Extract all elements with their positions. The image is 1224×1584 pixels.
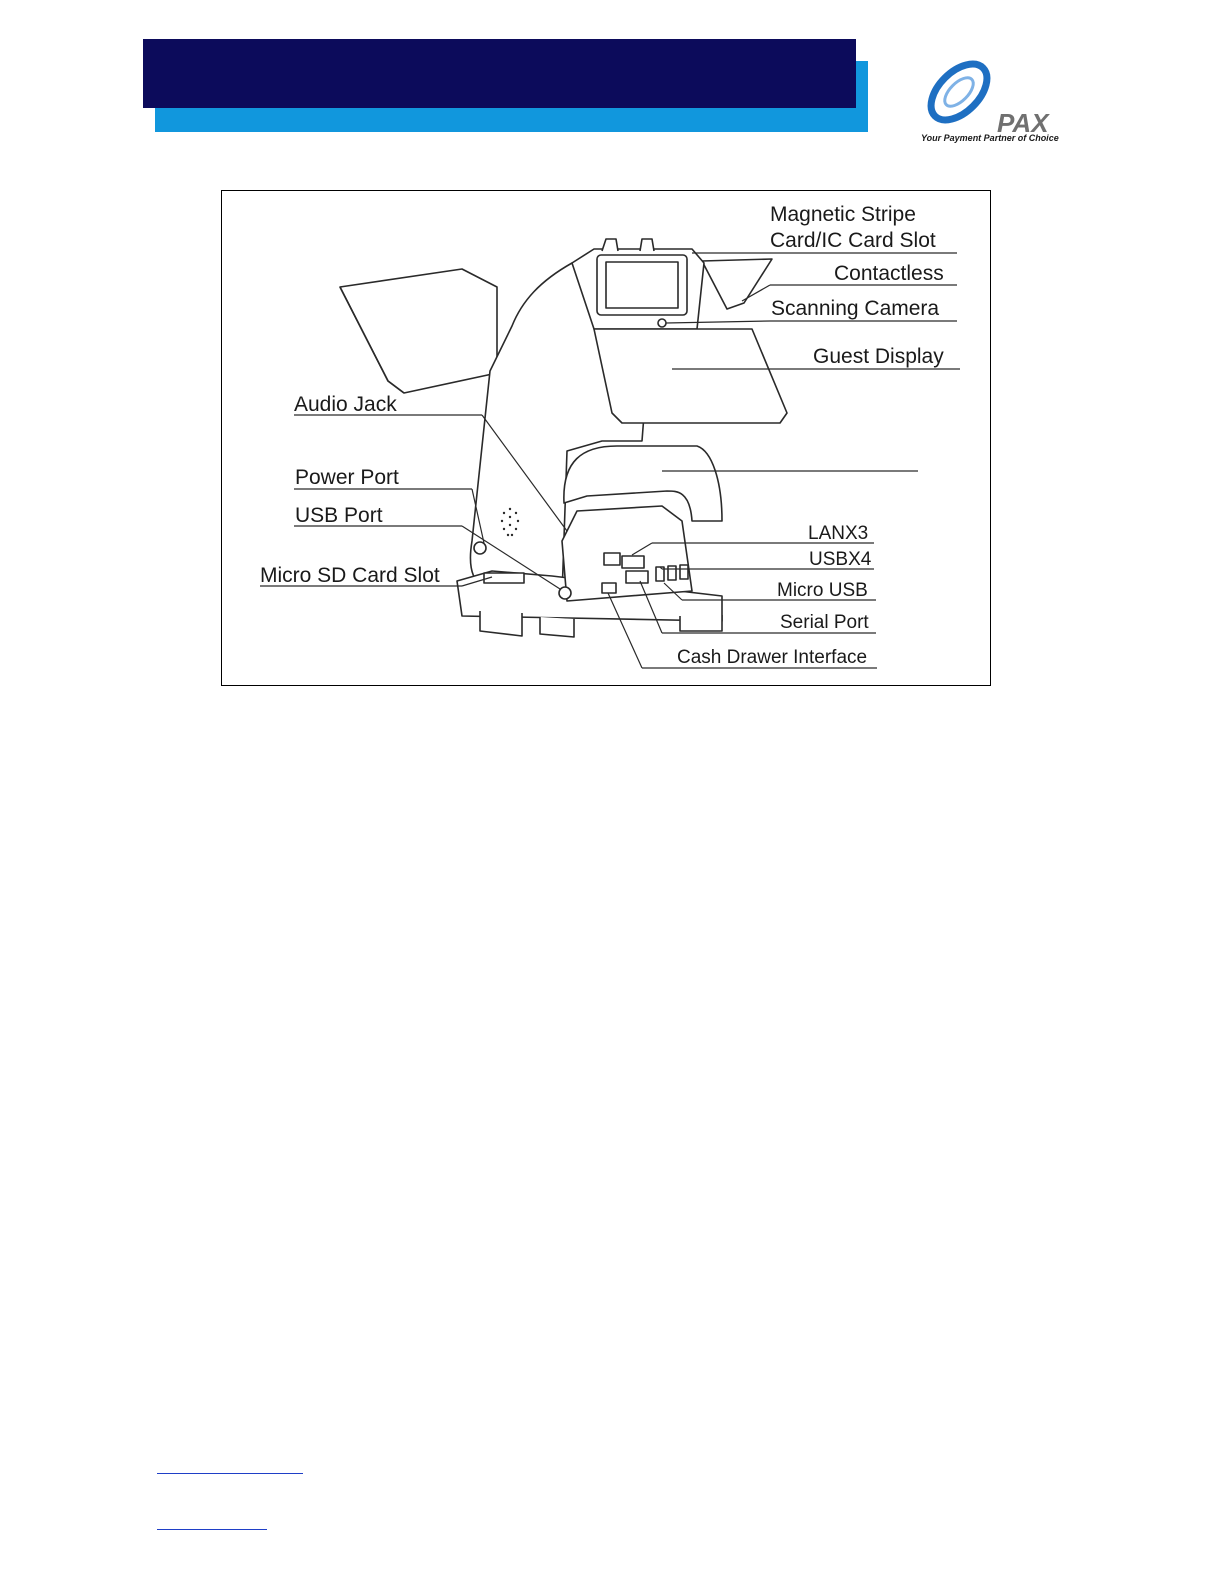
label-audio-jack: Audio Jack [294, 393, 397, 416]
pax-logo [915, 60, 1075, 150]
label-magnetic-stripe-line1: Magnetic Stripe [770, 203, 916, 226]
logo-tagline: Your Payment Partner of Choice [921, 133, 1059, 143]
label-cash-drawer-interface: Cash Drawer Interface [677, 647, 868, 668]
logo-wordmark: PAX [997, 108, 1049, 138]
label-magnetic-stripe-line2: Card/IC Card Slot [770, 229, 936, 252]
header-band-navy [143, 39, 856, 108]
label-micro-usb: Micro USB [777, 580, 868, 601]
label-scanning-camera: Scanning Camera [771, 297, 940, 320]
label-micro-sd-card-slot: Micro SD Card Slot [260, 564, 440, 587]
label-usb-port: USB Port [295, 504, 383, 527]
label-usbx4: USBX4 [809, 549, 872, 570]
label-lanx3: LANX3 [808, 523, 869, 544]
footer-link-underline-1[interactable] [157, 1473, 303, 1474]
footer-link-underline-2[interactable] [157, 1529, 267, 1530]
label-power-port: Power Port [295, 466, 399, 489]
label-guest-display: Guest Display [813, 345, 944, 368]
device-diagram [221, 190, 991, 686]
label-serial-port: Serial Port [780, 612, 869, 633]
label-contactless: Contactless [834, 262, 944, 285]
